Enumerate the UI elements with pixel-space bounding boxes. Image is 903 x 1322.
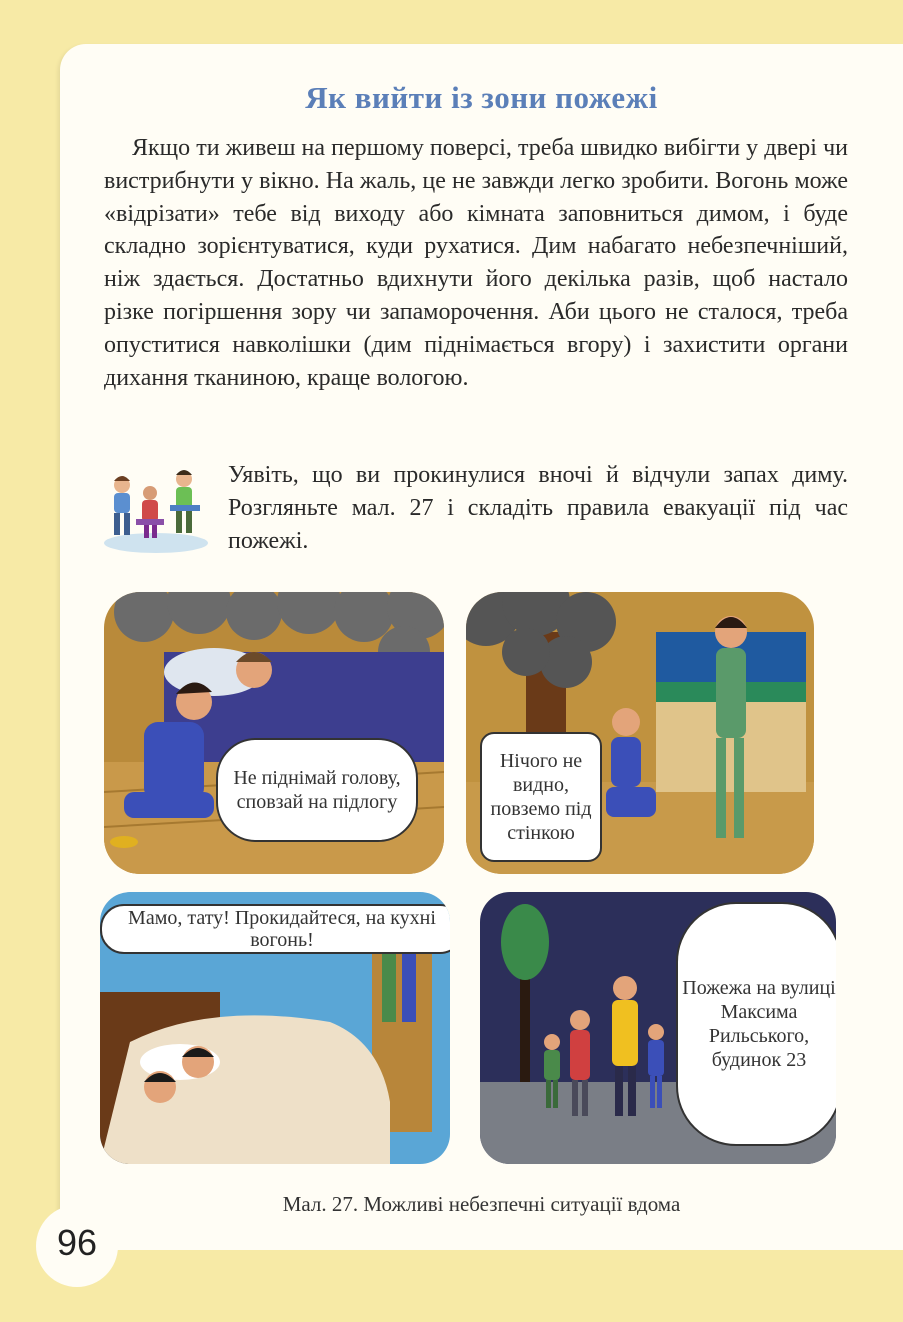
speech-bubble-1: Не піднімай голову, сповзай на підлогу bbox=[216, 738, 418, 842]
figure-caption: Мал. 27. Можливі небезпечні ситуації вдома bbox=[282, 1192, 681, 1216]
section-title: Як вийти із зони пожежі bbox=[305, 80, 658, 115]
comic-panel-4 bbox=[480, 892, 836, 1164]
speech-bubble-3: Мамо, тату! Прокидайтеся, на кухні вогонь! bbox=[100, 904, 450, 954]
speech-bubble-2: Нічого не видно, повземо під стінкою bbox=[480, 732, 602, 862]
body-paragraph: Якщо ти живеш на першому поверсі, треба швидко вибігти у двері чи вистрибнути у вікно. На жаль, це не завжди легко зробити. Вогонь може «відрізати» тебе від виходу або кімната заповниться димом, і буде складно зорієнтуватися, куди рухатися. Дим набагато небезпечніший, ніж здається. Достатньо вдихнути його декілька разів, щоб настало різке погіршення зору чи запаморочення. Аби цього не сталося, треба опуститися навколішки (дим піднімається вгору) і захистити органи дихання тканиною, краще вологою. bbox=[104, 135, 848, 391]
page-bottom-border bbox=[80, 1236, 903, 1250]
comic-panel-2 bbox=[466, 592, 814, 874]
comic-panel-3 bbox=[100, 892, 450, 1164]
comic-panel-1 bbox=[104, 592, 444, 874]
page-number: 96 bbox=[56, 1222, 98, 1263]
group-discussion-icon bbox=[100, 463, 212, 555]
speech-bubble-4: Пожежа на вулиці Максима Рильського, будинок 23 bbox=[676, 902, 836, 1146]
task-text: Уявіть, що ви прокинулися вночі й відчули запах диму. Розгляньте мал. 27 і складіть правила евакуації під час пожежі. bbox=[228, 462, 848, 554]
